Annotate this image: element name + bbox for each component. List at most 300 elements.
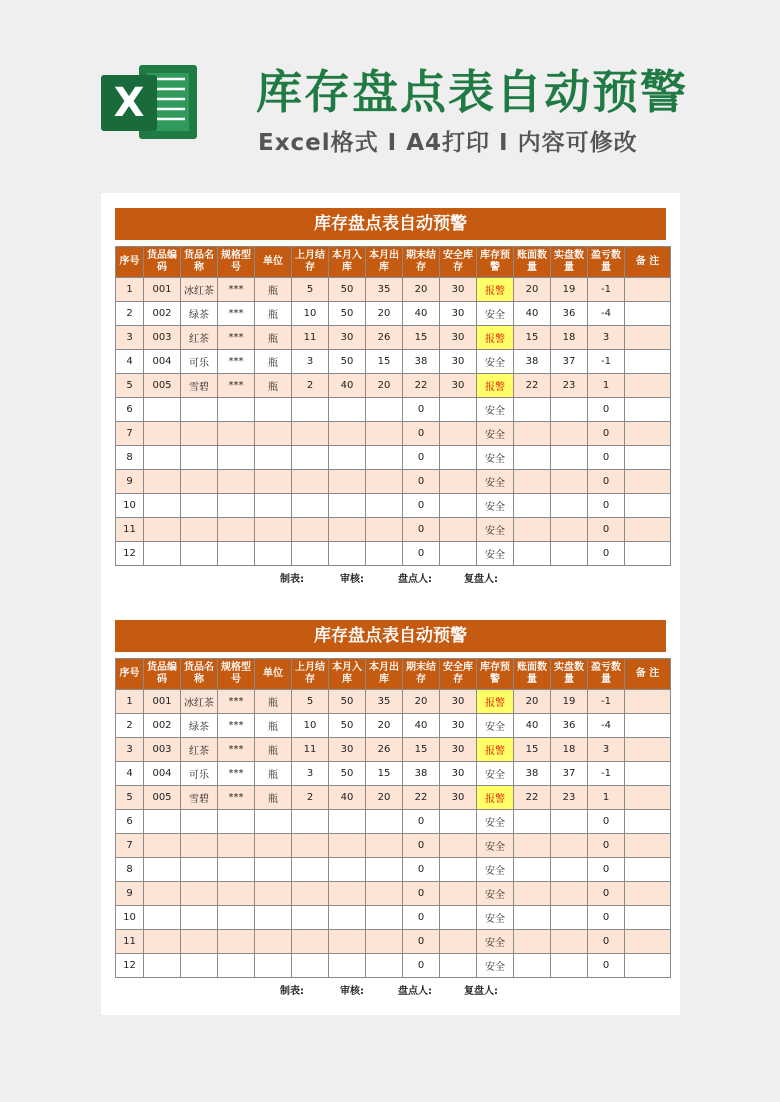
table-cell[interactable]: 0 bbox=[403, 446, 440, 470]
table-cell[interactable]: 15 bbox=[514, 326, 551, 350]
table-cell[interactable] bbox=[181, 518, 218, 542]
table-cell[interactable] bbox=[144, 810, 181, 834]
table-cell[interactable]: 15 bbox=[403, 738, 440, 762]
table-cell[interactable] bbox=[366, 398, 403, 422]
table-cell[interactable]: 3 bbox=[116, 738, 144, 762]
table-cell[interactable]: 雪碧 bbox=[181, 374, 218, 398]
table-cell[interactable]: 0 bbox=[588, 810, 625, 834]
table-cell[interactable] bbox=[551, 882, 588, 906]
table-cell[interactable] bbox=[440, 446, 477, 470]
table-cell[interactable] bbox=[625, 954, 671, 978]
table-cell[interactable] bbox=[551, 518, 588, 542]
table-cell[interactable]: 瓶 bbox=[255, 350, 292, 374]
stock-alert-cell[interactable]: 安全 bbox=[477, 542, 514, 566]
table-cell[interactable] bbox=[625, 326, 671, 350]
table-cell[interactable] bbox=[440, 542, 477, 566]
table-cell[interactable]: 4 bbox=[116, 762, 144, 786]
table-cell[interactable]: 0 bbox=[403, 470, 440, 494]
table-cell[interactable] bbox=[144, 834, 181, 858]
table-cell[interactable] bbox=[625, 786, 671, 810]
table-cell[interactable] bbox=[366, 518, 403, 542]
table-cell[interactable] bbox=[144, 470, 181, 494]
table-cell[interactable]: 瓶 bbox=[255, 714, 292, 738]
table-cell[interactable]: 绿茶 bbox=[181, 714, 218, 738]
table-cell[interactable] bbox=[329, 542, 366, 566]
table-cell[interactable] bbox=[440, 930, 477, 954]
table-cell[interactable]: 18 bbox=[551, 326, 588, 350]
table-cell[interactable]: *** bbox=[218, 714, 255, 738]
table-cell[interactable] bbox=[551, 422, 588, 446]
table-cell[interactable]: 15 bbox=[403, 326, 440, 350]
stock-alert-cell[interactable]: 安全 bbox=[477, 882, 514, 906]
table-cell[interactable] bbox=[440, 398, 477, 422]
table-cell[interactable] bbox=[551, 954, 588, 978]
table-cell[interactable]: 10 bbox=[292, 302, 329, 326]
table-cell[interactable]: 20 bbox=[403, 278, 440, 302]
table-cell[interactable] bbox=[181, 858, 218, 882]
table-cell[interactable]: 0 bbox=[588, 470, 625, 494]
table-cell[interactable] bbox=[440, 518, 477, 542]
table-cell[interactable] bbox=[255, 810, 292, 834]
table-cell[interactable] bbox=[625, 302, 671, 326]
table-cell[interactable]: 12 bbox=[116, 542, 144, 566]
table-cell[interactable]: 30 bbox=[329, 326, 366, 350]
table-cell[interactable] bbox=[329, 494, 366, 518]
stock-alert-cell[interactable]: 报警 bbox=[477, 278, 514, 302]
table-cell[interactable]: 30 bbox=[440, 350, 477, 374]
table-cell[interactable]: 瓶 bbox=[255, 762, 292, 786]
table-cell[interactable]: 2 bbox=[292, 374, 329, 398]
table-cell[interactable]: 001 bbox=[144, 690, 181, 714]
table-cell[interactable]: 4 bbox=[116, 350, 144, 374]
stock-alert-cell[interactable]: 安全 bbox=[477, 398, 514, 422]
table-cell[interactable]: 30 bbox=[440, 278, 477, 302]
stock-alert-cell[interactable]: 安全 bbox=[477, 834, 514, 858]
table-cell[interactable]: 30 bbox=[440, 302, 477, 326]
table-cell[interactable] bbox=[181, 446, 218, 470]
table-cell[interactable]: 9 bbox=[116, 882, 144, 906]
table-cell[interactable]: 002 bbox=[144, 302, 181, 326]
table-cell[interactable] bbox=[514, 954, 551, 978]
table-cell[interactable] bbox=[292, 810, 329, 834]
table-cell[interactable]: 雪碧 bbox=[181, 786, 218, 810]
table-cell[interactable]: 003 bbox=[144, 738, 181, 762]
table-cell[interactable]: -1 bbox=[588, 350, 625, 374]
table-cell[interactable] bbox=[181, 810, 218, 834]
table-cell[interactable] bbox=[255, 446, 292, 470]
table-cell[interactable] bbox=[366, 494, 403, 518]
table-cell[interactable]: 5 bbox=[292, 690, 329, 714]
table-cell[interactable] bbox=[625, 714, 671, 738]
stock-alert-cell[interactable]: 安全 bbox=[477, 422, 514, 446]
table-cell[interactable] bbox=[440, 810, 477, 834]
table-cell[interactable] bbox=[292, 954, 329, 978]
table-cell[interactable]: -4 bbox=[588, 714, 625, 738]
table-cell[interactable] bbox=[144, 954, 181, 978]
stock-alert-cell[interactable]: 报警 bbox=[477, 374, 514, 398]
table-cell[interactable]: 瓶 bbox=[255, 738, 292, 762]
table-cell[interactable] bbox=[514, 906, 551, 930]
table-cell[interactable] bbox=[292, 542, 329, 566]
table-cell[interactable] bbox=[255, 882, 292, 906]
table-cell[interactable] bbox=[625, 446, 671, 470]
stock-alert-cell[interactable]: 报警 bbox=[477, 786, 514, 810]
table-cell[interactable]: 30 bbox=[440, 690, 477, 714]
table-cell[interactable]: 0 bbox=[588, 954, 625, 978]
table-cell[interactable] bbox=[551, 542, 588, 566]
table-cell[interactable] bbox=[625, 810, 671, 834]
table-cell[interactable]: 瓶 bbox=[255, 278, 292, 302]
table-cell[interactable] bbox=[625, 278, 671, 302]
table-cell[interactable]: 20 bbox=[366, 714, 403, 738]
table-cell[interactable]: 30 bbox=[440, 326, 477, 350]
table-cell[interactable]: 瓶 bbox=[255, 690, 292, 714]
table-cell[interactable] bbox=[181, 834, 218, 858]
table-cell[interactable]: 9 bbox=[116, 470, 144, 494]
table-cell[interactable] bbox=[255, 518, 292, 542]
table-cell[interactable] bbox=[144, 906, 181, 930]
table-cell[interactable] bbox=[329, 446, 366, 470]
table-cell[interactable] bbox=[255, 422, 292, 446]
table-cell[interactable] bbox=[218, 542, 255, 566]
table-cell[interactable] bbox=[625, 738, 671, 762]
table-cell[interactable] bbox=[292, 882, 329, 906]
table-cell[interactable]: 0 bbox=[588, 542, 625, 566]
table-cell[interactable]: 2 bbox=[116, 302, 144, 326]
stock-alert-cell[interactable]: 安全 bbox=[477, 810, 514, 834]
table-cell[interactable] bbox=[329, 858, 366, 882]
table-cell[interactable]: *** bbox=[218, 326, 255, 350]
table-cell[interactable] bbox=[514, 858, 551, 882]
table-cell[interactable] bbox=[255, 858, 292, 882]
table-cell[interactable]: 冰红茶 bbox=[181, 278, 218, 302]
table-cell[interactable] bbox=[255, 834, 292, 858]
table-cell[interactable] bbox=[551, 494, 588, 518]
table-cell[interactable]: 15 bbox=[366, 350, 403, 374]
table-cell[interactable] bbox=[440, 834, 477, 858]
table-cell[interactable] bbox=[144, 446, 181, 470]
table-cell[interactable] bbox=[514, 542, 551, 566]
table-cell[interactable] bbox=[181, 470, 218, 494]
table-cell[interactable] bbox=[218, 858, 255, 882]
table-cell[interactable] bbox=[218, 810, 255, 834]
table-cell[interactable] bbox=[514, 882, 551, 906]
table-cell[interactable]: -1 bbox=[588, 278, 625, 302]
table-cell[interactable]: 20 bbox=[366, 786, 403, 810]
stock-alert-cell[interactable]: 报警 bbox=[477, 690, 514, 714]
table-cell[interactable] bbox=[181, 882, 218, 906]
table-cell[interactable]: 005 bbox=[144, 374, 181, 398]
table-cell[interactable]: 36 bbox=[551, 302, 588, 326]
table-cell[interactable]: 3 bbox=[588, 326, 625, 350]
table-cell[interactable]: 0 bbox=[403, 906, 440, 930]
table-cell[interactable] bbox=[366, 906, 403, 930]
table-cell[interactable]: 10 bbox=[292, 714, 329, 738]
table-cell[interactable] bbox=[144, 422, 181, 446]
table-cell[interactable]: 22 bbox=[514, 786, 551, 810]
table-cell[interactable]: 22 bbox=[403, 374, 440, 398]
table-cell[interactable] bbox=[366, 882, 403, 906]
table-cell[interactable] bbox=[329, 930, 366, 954]
table-cell[interactable] bbox=[218, 882, 255, 906]
table-cell[interactable]: 11 bbox=[116, 518, 144, 542]
table-cell[interactable] bbox=[514, 470, 551, 494]
table-cell[interactable] bbox=[625, 398, 671, 422]
table-cell[interactable]: *** bbox=[218, 374, 255, 398]
table-cell[interactable] bbox=[292, 858, 329, 882]
table-cell[interactable]: 冰红茶 bbox=[181, 690, 218, 714]
table-cell[interactable]: 8 bbox=[116, 858, 144, 882]
table-cell[interactable]: 50 bbox=[329, 690, 366, 714]
table-cell[interactable]: 11 bbox=[292, 326, 329, 350]
table-cell[interactable]: 0 bbox=[403, 542, 440, 566]
table-cell[interactable]: 红茶 bbox=[181, 738, 218, 762]
table-cell[interactable]: 10 bbox=[116, 494, 144, 518]
table-cell[interactable] bbox=[551, 834, 588, 858]
table-cell[interactable]: 绿茶 bbox=[181, 302, 218, 326]
table-cell[interactable] bbox=[366, 930, 403, 954]
table-cell[interactable]: 5 bbox=[116, 786, 144, 810]
table-cell[interactable]: *** bbox=[218, 278, 255, 302]
table-cell[interactable]: 30 bbox=[440, 714, 477, 738]
table-cell[interactable] bbox=[181, 930, 218, 954]
stock-alert-cell[interactable]: 安全 bbox=[477, 302, 514, 326]
table-cell[interactable]: 0 bbox=[403, 954, 440, 978]
table-cell[interactable] bbox=[625, 350, 671, 374]
table-cell[interactable] bbox=[292, 518, 329, 542]
table-cell[interactable]: 0 bbox=[588, 446, 625, 470]
table-cell[interactable]: 50 bbox=[329, 278, 366, 302]
table-cell[interactable]: *** bbox=[218, 350, 255, 374]
table-cell[interactable]: 12 bbox=[116, 954, 144, 978]
table-cell[interactable] bbox=[514, 422, 551, 446]
table-cell[interactable]: 瓶 bbox=[255, 326, 292, 350]
table-cell[interactable]: 0 bbox=[403, 930, 440, 954]
table-cell[interactable]: 0 bbox=[403, 422, 440, 446]
table-cell[interactable] bbox=[625, 882, 671, 906]
stock-alert-cell[interactable]: 安全 bbox=[477, 494, 514, 518]
table-cell[interactable] bbox=[625, 422, 671, 446]
table-cell[interactable] bbox=[366, 858, 403, 882]
table-cell[interactable] bbox=[625, 518, 671, 542]
table-cell[interactable] bbox=[181, 542, 218, 566]
table-cell[interactable]: 3 bbox=[292, 762, 329, 786]
table-cell[interactable] bbox=[292, 398, 329, 422]
table-cell[interactable]: 可乐 bbox=[181, 762, 218, 786]
table-cell[interactable] bbox=[625, 374, 671, 398]
table-cell[interactable]: 20 bbox=[514, 690, 551, 714]
table-cell[interactable]: 38 bbox=[403, 762, 440, 786]
table-cell[interactable] bbox=[218, 470, 255, 494]
stock-alert-cell[interactable]: 安全 bbox=[477, 930, 514, 954]
table-cell[interactable]: 0 bbox=[403, 810, 440, 834]
table-cell[interactable]: 26 bbox=[366, 326, 403, 350]
table-cell[interactable]: *** bbox=[218, 738, 255, 762]
table-cell[interactable] bbox=[218, 398, 255, 422]
table-cell[interactable] bbox=[440, 906, 477, 930]
table-cell[interactable]: 001 bbox=[144, 278, 181, 302]
table-cell[interactable]: 30 bbox=[440, 786, 477, 810]
table-cell[interactable]: -1 bbox=[588, 690, 625, 714]
table-cell[interactable] bbox=[218, 954, 255, 978]
table-cell[interactable]: 15 bbox=[366, 762, 403, 786]
table-cell[interactable] bbox=[551, 398, 588, 422]
table-cell[interactable] bbox=[292, 906, 329, 930]
table-cell[interactable] bbox=[514, 834, 551, 858]
table-cell[interactable]: 23 bbox=[551, 374, 588, 398]
table-cell[interactable] bbox=[144, 930, 181, 954]
table-cell[interactable] bbox=[329, 810, 366, 834]
table-cell[interactable]: 3 bbox=[588, 738, 625, 762]
table-cell[interactable]: 37 bbox=[551, 350, 588, 374]
table-cell[interactable]: 10 bbox=[116, 906, 144, 930]
table-cell[interactable]: 5 bbox=[116, 374, 144, 398]
table-cell[interactable] bbox=[181, 954, 218, 978]
table-cell[interactable] bbox=[218, 834, 255, 858]
table-cell[interactable]: 红茶 bbox=[181, 326, 218, 350]
table-cell[interactable] bbox=[329, 518, 366, 542]
table-cell[interactable]: 18 bbox=[551, 738, 588, 762]
table-cell[interactable]: 20 bbox=[403, 690, 440, 714]
table-cell[interactable] bbox=[292, 834, 329, 858]
table-cell[interactable]: 6 bbox=[116, 810, 144, 834]
table-cell[interactable]: 0 bbox=[403, 398, 440, 422]
table-cell[interactable]: 50 bbox=[329, 302, 366, 326]
table-cell[interactable]: 40 bbox=[329, 374, 366, 398]
table-cell[interactable]: 0 bbox=[588, 494, 625, 518]
table-cell[interactable] bbox=[551, 930, 588, 954]
table-cell[interactable]: 0 bbox=[588, 882, 625, 906]
table-cell[interactable]: 37 bbox=[551, 762, 588, 786]
table-cell[interactable]: 8 bbox=[116, 446, 144, 470]
table-cell[interactable] bbox=[329, 398, 366, 422]
table-cell[interactable] bbox=[292, 422, 329, 446]
table-cell[interactable] bbox=[551, 446, 588, 470]
table-cell[interactable] bbox=[181, 906, 218, 930]
table-cell[interactable]: 30 bbox=[440, 762, 477, 786]
table-cell[interactable] bbox=[551, 470, 588, 494]
table-cell[interactable]: 瓶 bbox=[255, 374, 292, 398]
table-cell[interactable]: 0 bbox=[403, 882, 440, 906]
table-cell[interactable] bbox=[255, 542, 292, 566]
table-cell[interactable]: 40 bbox=[514, 714, 551, 738]
table-cell[interactable]: *** bbox=[218, 762, 255, 786]
table-cell[interactable] bbox=[255, 398, 292, 422]
table-cell[interactable] bbox=[181, 494, 218, 518]
table-cell[interactable]: 6 bbox=[116, 398, 144, 422]
table-cell[interactable] bbox=[366, 834, 403, 858]
table-cell[interactable] bbox=[329, 470, 366, 494]
table-cell[interactable]: 35 bbox=[366, 278, 403, 302]
table-cell[interactable] bbox=[255, 494, 292, 518]
table-cell[interactable]: 瓶 bbox=[255, 786, 292, 810]
table-cell[interactable]: 0 bbox=[588, 906, 625, 930]
table-cell[interactable]: 0 bbox=[588, 930, 625, 954]
table-cell[interactable]: -4 bbox=[588, 302, 625, 326]
table-cell[interactable]: 20 bbox=[514, 278, 551, 302]
table-cell[interactable]: 7 bbox=[116, 834, 144, 858]
table-cell[interactable]: 2 bbox=[116, 714, 144, 738]
table-cell[interactable]: 40 bbox=[329, 786, 366, 810]
table-cell[interactable] bbox=[218, 494, 255, 518]
table-cell[interactable]: 0 bbox=[588, 858, 625, 882]
table-cell[interactable] bbox=[292, 470, 329, 494]
table-cell[interactable]: 50 bbox=[329, 350, 366, 374]
table-cell[interactable] bbox=[440, 422, 477, 446]
stock-alert-cell[interactable]: 报警 bbox=[477, 738, 514, 762]
table-cell[interactable] bbox=[625, 690, 671, 714]
table-cell[interactable] bbox=[366, 954, 403, 978]
table-cell[interactable] bbox=[218, 906, 255, 930]
table-cell[interactable]: 38 bbox=[403, 350, 440, 374]
table-cell[interactable]: 26 bbox=[366, 738, 403, 762]
table-cell[interactable]: 2 bbox=[292, 786, 329, 810]
table-cell[interactable] bbox=[625, 858, 671, 882]
table-cell[interactable] bbox=[181, 398, 218, 422]
table-cell[interactable]: 36 bbox=[551, 714, 588, 738]
table-cell[interactable] bbox=[329, 906, 366, 930]
table-cell[interactable]: 30 bbox=[329, 738, 366, 762]
table-cell[interactable]: 50 bbox=[329, 714, 366, 738]
table-cell[interactable]: 1 bbox=[588, 786, 625, 810]
table-cell[interactable] bbox=[218, 930, 255, 954]
table-cell[interactable] bbox=[218, 446, 255, 470]
table-cell[interactable] bbox=[551, 906, 588, 930]
table-cell[interactable] bbox=[329, 954, 366, 978]
table-cell[interactable] bbox=[144, 542, 181, 566]
table-cell[interactable]: 0 bbox=[403, 494, 440, 518]
table-cell[interactable] bbox=[366, 542, 403, 566]
table-cell[interactable]: *** bbox=[218, 786, 255, 810]
stock-alert-cell[interactable]: 报警 bbox=[477, 326, 514, 350]
stock-alert-cell[interactable]: 安全 bbox=[477, 858, 514, 882]
table-cell[interactable] bbox=[181, 422, 218, 446]
table-cell[interactable]: -1 bbox=[588, 762, 625, 786]
table-cell[interactable] bbox=[514, 494, 551, 518]
table-cell[interactable] bbox=[255, 470, 292, 494]
table-cell[interactable] bbox=[440, 470, 477, 494]
table-cell[interactable]: 3 bbox=[292, 350, 329, 374]
table-cell[interactable]: 38 bbox=[514, 762, 551, 786]
table-cell[interactable]: 0 bbox=[588, 834, 625, 858]
table-cell[interactable] bbox=[144, 518, 181, 542]
table-cell[interactable] bbox=[625, 762, 671, 786]
table-cell[interactable] bbox=[440, 858, 477, 882]
table-cell[interactable]: 20 bbox=[366, 302, 403, 326]
table-cell[interactable] bbox=[292, 494, 329, 518]
table-cell[interactable] bbox=[514, 398, 551, 422]
table-cell[interactable] bbox=[440, 494, 477, 518]
table-cell[interactable]: 40 bbox=[403, 302, 440, 326]
table-cell[interactable]: 20 bbox=[366, 374, 403, 398]
table-cell[interactable]: 0 bbox=[403, 834, 440, 858]
table-cell[interactable] bbox=[144, 858, 181, 882]
table-cell[interactable] bbox=[551, 858, 588, 882]
table-cell[interactable]: 38 bbox=[514, 350, 551, 374]
table-cell[interactable] bbox=[514, 810, 551, 834]
table-cell[interactable] bbox=[551, 810, 588, 834]
table-cell[interactable] bbox=[440, 954, 477, 978]
table-cell[interactable]: 0 bbox=[403, 858, 440, 882]
table-cell[interactable]: 瓶 bbox=[255, 302, 292, 326]
stock-alert-cell[interactable]: 安全 bbox=[477, 446, 514, 470]
stock-alert-cell[interactable]: 安全 bbox=[477, 954, 514, 978]
table-cell[interactable] bbox=[625, 906, 671, 930]
stock-alert-cell[interactable]: 安全 bbox=[477, 906, 514, 930]
table-cell[interactable]: 5 bbox=[292, 278, 329, 302]
table-cell[interactable]: 15 bbox=[514, 738, 551, 762]
table-cell[interactable] bbox=[329, 834, 366, 858]
